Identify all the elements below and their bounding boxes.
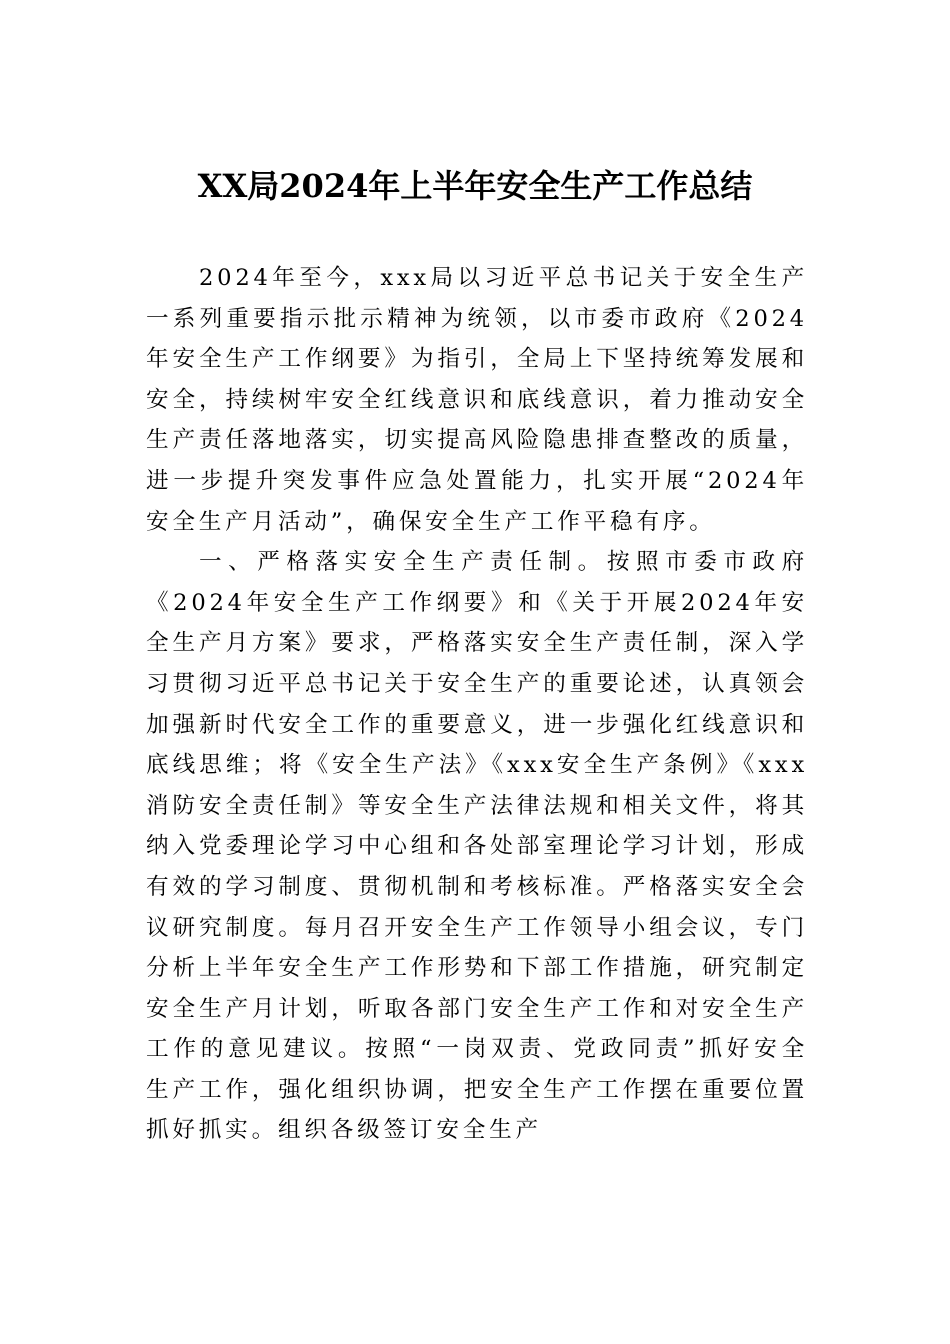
section-one-paragraph: 一、严格落实安全生产责任制。按照市委市政府《2024年安全生产工作纲要》和《关于开展2024年安全生产月方案》要求，严格落实安全生产责任制，深入学习贯彻习近平总书记关于安全生产的重要论述，认真领会加强新时代安全工作的重要意义，进一步强化红线意识和底线思维；将《安全生产法》《xxx安全生产条例》《xxx消防安全责任制》等安全生产法律法规和相关文件，将其纳入党委理论学习中心组和各处部室理论学习计划，形成有效的学习制度、贯彻机制和考核标准。严格落实安全会议研究制度。每月召开安全生产工作领导小组会议，专门分析上半年安全生产工作形势和下部工作措施，研究制定安全生产月计划，听取各部门安全生产工作和对安全生产工作的意见建议。按照“一岗双责、党政同责”抓好安全生产工作，强化组织协调，把安全生产工作摆在重要位置抓好抓实。组织各级签订安全生产 — [146, 549, 808, 1144]
document-title: XX局2024年上半年安全生产工作总结 — [197, 167, 753, 205]
document-body — [146, 258, 808, 1151]
intro-paragraph: 2024年至今，xxx局以习近平总书记关于安全生产一系列重要指示批示精神为统领，以市委市政府《2024年安全生产工作纲要》为指引，全局上下坚持统筹发展和安全，持续树牢安全红线意识和底线意识，着力推动安全生产责任落地落实，切实提高风险隐患排查整改的质量，进一步提升突发事件应急处置能力，扎实开展“2024年安全生产月活动”，确保安全生产工作平稳有序。 — [146, 265, 808, 535]
